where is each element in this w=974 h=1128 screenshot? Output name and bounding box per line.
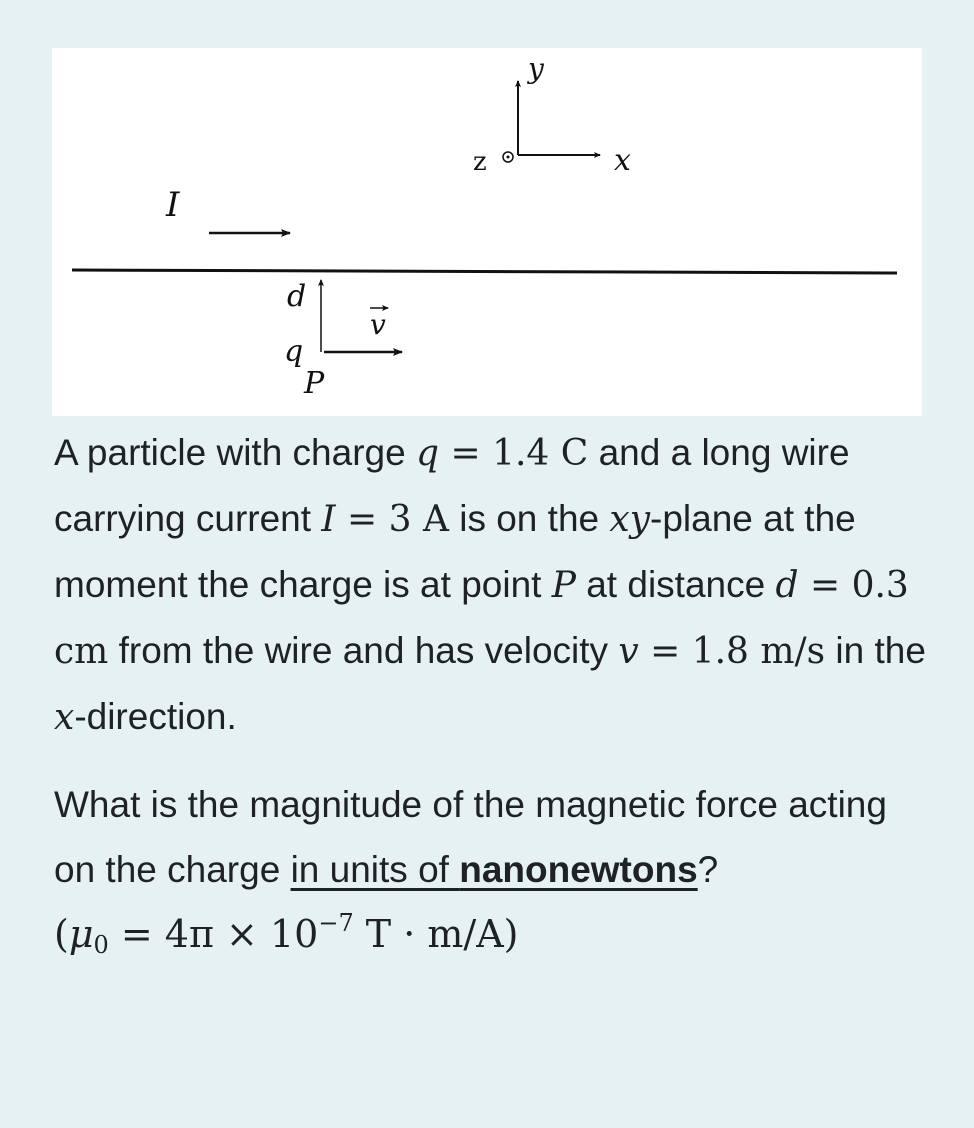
current-value bbox=[321, 499, 449, 540]
question-text bbox=[54, 420, 934, 967]
z-axis-label: z bbox=[473, 147, 487, 177]
charge-value bbox=[416, 433, 588, 474]
statement-text: at distance bbox=[575, 564, 776, 605]
charge-label: q bbox=[284, 334, 304, 369]
current-label: I bbox=[166, 185, 180, 225]
long-wire bbox=[72, 270, 897, 273]
statement-text: in the bbox=[825, 630, 926, 671]
charge-equation: = 1.4 C bbox=[439, 433, 589, 474]
point-label: P bbox=[304, 366, 325, 401]
velocity-value bbox=[618, 631, 825, 672]
wire-charge-diagram bbox=[52, 48, 922, 416]
statement-text: -direction. bbox=[74, 696, 237, 737]
statement-text: A particle with charge bbox=[54, 432, 416, 473]
mu-symbol: μ bbox=[68, 912, 94, 956]
distance-label: d bbox=[287, 279, 307, 314]
question-prompt bbox=[54, 772, 934, 967]
x-direction-symbol: x bbox=[54, 697, 75, 738]
current-symbol: I bbox=[321, 499, 336, 540]
charge-symbol: q bbox=[415, 433, 440, 474]
problem-figure bbox=[52, 48, 922, 416]
units-link-bold-text: nanonewtons bbox=[459, 849, 698, 890]
velocity-label: v bbox=[370, 308, 386, 341]
statement-text: from the wire and has velocity bbox=[108, 630, 619, 671]
units-link[interactable] bbox=[291, 849, 698, 890]
y-axis-label: y bbox=[528, 52, 544, 85]
prompt-text: What is the magnitude of the magnetic force acting on the charge bbox=[54, 784, 887, 890]
current-equation: = 3 A bbox=[335, 499, 449, 540]
distance-symbol: d bbox=[775, 565, 799, 606]
distance-equation: = 0.3 cm bbox=[54, 565, 909, 672]
problem-statement bbox=[54, 420, 934, 750]
constant-units: T · m/A) bbox=[353, 912, 519, 956]
plane-symbol: xy bbox=[609, 499, 651, 540]
point-symbol: P bbox=[551, 565, 576, 606]
statement-text: is on the bbox=[448, 498, 610, 539]
constant-open-paren: ( bbox=[54, 912, 69, 956]
statement-text: and a long wire carrying current bbox=[54, 432, 850, 539]
x-axis-label: x bbox=[614, 143, 631, 178]
mu-subscript: 0 bbox=[93, 931, 109, 959]
constant-value: = 4π × 10 bbox=[108, 912, 319, 956]
constant-exponent: −7 bbox=[318, 909, 354, 937]
z-axis-dot bbox=[507, 156, 510, 159]
velocity-equation: = 1.8 m/s bbox=[638, 631, 826, 672]
units-link-text: in units of bbox=[290, 849, 460, 890]
permeability-constant bbox=[54, 909, 519, 959]
statement-text: -plane at the moment the charge is at point bbox=[54, 498, 856, 605]
prompt-question-mark: ? bbox=[697, 849, 719, 890]
velocity-symbol: v bbox=[618, 631, 639, 672]
